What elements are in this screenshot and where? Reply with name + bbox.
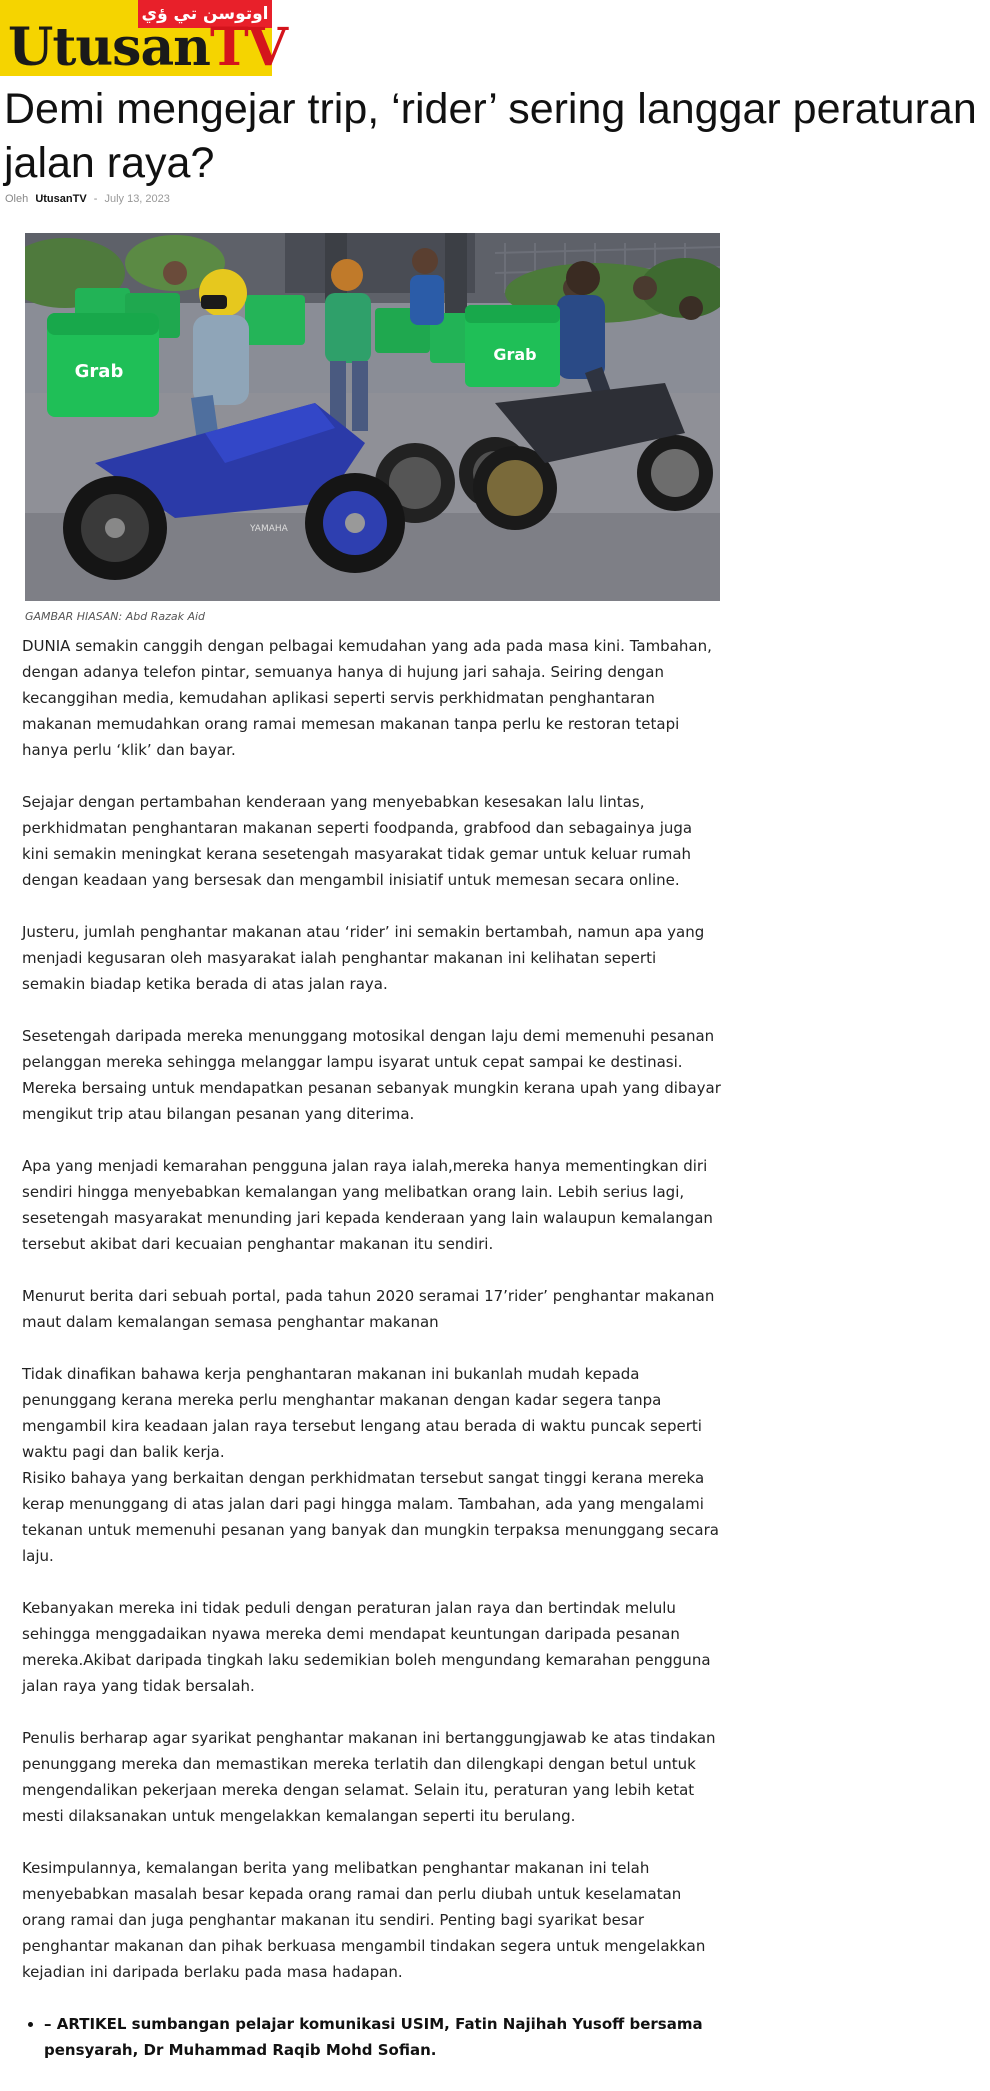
paragraph-1: DUNIA semakin canggih dengan pelbagai kemudahan yang ada pada masa kini. Tambahan, dengan adanya telefon pintar, semuanya hanya di hujung jari sahaja. Seiring dengan kecanggihan media, kemudahan aplikasi seperti servis perkhidmatan penghantaran makanan memudahkan orang ramai memesan makanan tanpa perlu ke restoran tetapi hanya perlu ‘klik’ dan bayar. [22, 637, 712, 759]
paragraph-7: Tidak dinafikan bahawa kerja penghantaran makanan ini bukanlah mudah kepada penunggang kerana mereka perlu menghantar makanan dengan kadar segera tanpa mengambil kira keadaan jalan raya tersebut lengang atau berada di waktu puncak seperti waktu pagi dan balik kerja. [22, 1365, 702, 1461]
article-credit: • – ARTIKEL sumbangan pelajar komunikasi USIM, Fatin Najihah Yusoff bersama pensyarah, Dr Muhammad Raqib Mohd Sofian. [44, 2011, 722, 2063]
paragraph-8: Risiko bahaya yang berkaitan dengan perkhidmatan tersebut sangat tinggi kerana mereka kerap menunggang di atas jalan dari pagi hingga malam. Tambahan, ada yang mengalami tekanan untuk memenuhi pesanan yang banyak dan mungkin terpaksa menunggang secara laju. [22, 1469, 719, 1565]
credit-list [22, 2011, 722, 2063]
box-logo-right: Grab [493, 345, 537, 364]
paragraph-5: Apa yang menjadi kemarahan pengguna jalan raya ialah,mereka hanya mementingkan diri sendiri hingga menyebabkan kemalangan yang melibatkan orang lain. Lebih serius lagi, sesetengah masyarakat menunding jari kepada kenderaan yang lain walaupun kemalangan tersebut akibat dari kecuaian penghantar makanan itu sendiri. [22, 1157, 713, 1253]
box-logo-main: Grab [74, 361, 124, 382]
article-meta [5, 193, 170, 205]
paragraph-4: Sesetengah daripada mereka menunggang motosikal dengan laju demi memenuhi pesanan pelanggan mereka sehingga melanggar lampu isyarat untuk cepat sampai ke destinasi. Mereka bersaing untuk mendapatkan pesanan sebanyak mungkin kerana upah yang dibayar mengikut trip atau bilangan pesanan yang diterima. [22, 1027, 721, 1123]
article-title: Demi mengejar trip, ‘rider’ sering langgar peraturan jalan raya? [4, 85, 977, 187]
logo-name: Utusan [8, 17, 210, 78]
image-caption: GAMBAR HIASAN: Abd Razak Aid [25, 610, 206, 623]
logo-wordmark [8, 19, 287, 77]
article-image [25, 233, 720, 601]
author-link[interactable]: UtusanTV [35, 193, 87, 205]
paragraph-6: Menurut berita dari sebuah portal, pada tahun 2020 seramai 17’rider’ penghantar makanan maut dalam kemalangan semasa penghantar makanan [22, 1287, 715, 1331]
bike-brand: YAMAHA [250, 524, 288, 534]
logo-arabic-text: اوتوسن تي ؤي [138, 0, 272, 28]
paragraph-10: Penulis berharap agar syarikat penghantar makanan ini bertanggungjawab ke atas tindakan penunggang mereka dan memastikan mereka terlatih dan dilengkapi dengan betul untuk mengendalikan pekerjaan mereka dengan selamat. Selain itu, peraturan yang lebih ketat mesti dilaksanakan untuk mengelakkan kemalangan seperti itu berulang. [22, 1729, 716, 1825]
paragraph-3: Justeru, jumlah penghantar makanan atau ‘rider’ ini semakin bertambah, namun apa yang menjadi kegusaran oleh masyarakat ialah penghantar makanan ini kelihatan seperti semakin biadap ketika berada di atas jalan raya. [22, 923, 705, 993]
meta-separator: - [93, 193, 98, 205]
article-body [22, 633, 722, 2063]
logo-tv: TV [209, 17, 287, 78]
paragraph-2: Sejajar dengan pertambahan kenderaan yang menyebabkan kesesakan lalu lintas, perkhidmatan penghantaran makanan seperti foodpanda, grabfood dan sebagainya juga kini semakin meningkat kerana sesetengah masyarakat tidak gemar untuk keluar rumah dengan keadaan yang bersesak dan mengambil inisiatif untuk memesan secara online. [22, 793, 693, 889]
site-logo[interactable] [0, 0, 287, 78]
paragraph-9: Kebanyakan mereka ini tidak peduli dengan peraturan jalan raya dan bertindak melulu sehingga menggadaikan nyawa mereka demi mendapat keuntungan daripada pesanan mereka.Akibat daripada tingkah laku sedemikian boleh mengundang kemarahan pengguna jalan raya yang tidak bersalah. [22, 1599, 711, 1695]
publish-date: July 13, 2023 [104, 193, 170, 205]
byline-prefix: Oleh [5, 193, 29, 205]
paragraph-11: Kesimpulannya, kemalangan berita yang melibatkan penghantar makanan ini telah menyebabkan masalah besar kepada orang ramai dan perlu diubah untuk keselamatan orang ramai dan juga penghantar makanan itu sendiri. Penting bagi syarikat besar penghantar makanan dan pihak berkuasa mengambil tindakan segera untuk mengelakkan kejadian ini daripada berlaku pada masa hadapan. [22, 1859, 706, 1981]
